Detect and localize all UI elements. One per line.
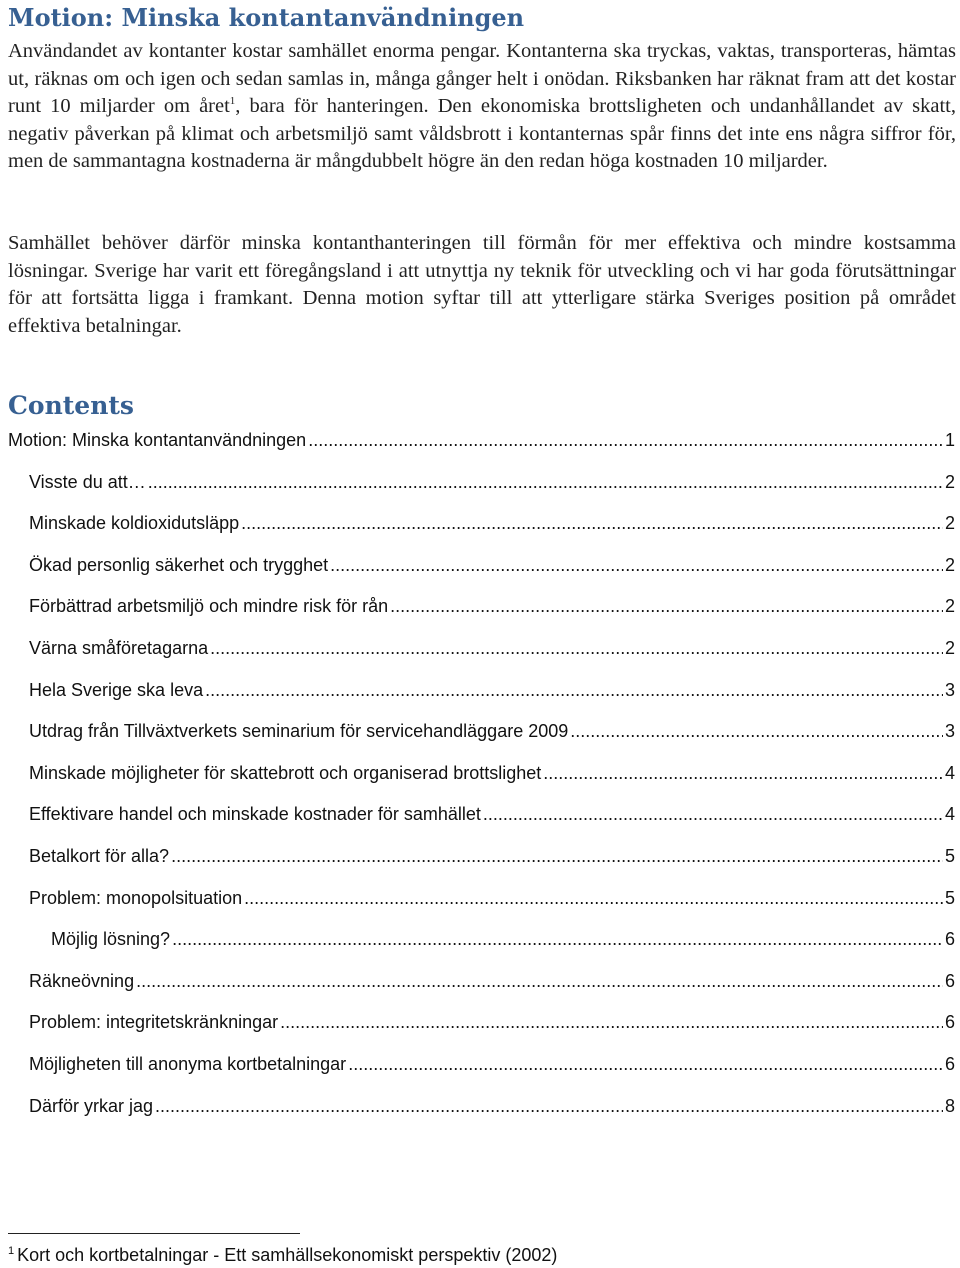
page-title: Motion: Minska kontantanvändningen (8, 3, 525, 32)
toc-dot-leader (155, 1093, 943, 1119)
toc-entry-title: Motion: Minska kontantanvändningen (8, 430, 307, 450)
toc-entry-title: Utdrag från Tillväxtverkets seminarium för servicehandläggare 2009 (29, 721, 569, 741)
contents-heading: Contents (8, 391, 135, 420)
toc-entry[interactable] (29, 801, 955, 827)
toc-entry-page: 4 (944, 804, 955, 824)
toc-entry-page: 6 (944, 971, 955, 991)
second-paragraph: Samhället behöver därför minska kontanthanteringen till förmån för mer effektiva och mindre kostsamma lösningar. Sverige har varit ett föregångsland i att utnyttja ny teknik för utveckling och vi har goda förutsättningar för att fortsätta ligga i framkant. Denna motion syftar till att ytterligare stärka Sveriges position på området effektiva betalningar. (8, 232, 956, 337)
footnote-number: 1 (8, 1245, 15, 1257)
toc-dot-leader (570, 718, 943, 744)
toc-dot-leader (244, 885, 943, 911)
toc-entry-page: 6 (944, 929, 955, 949)
intro-paragraph (8, 38, 956, 176)
toc-entry-page: 6 (944, 1054, 955, 1074)
footnote-separator (8, 1233, 300, 1234)
toc-entry-page: 2 (944, 638, 955, 658)
toc-entry[interactable] (29, 760, 955, 786)
toc-entry-page: 3 (944, 680, 955, 700)
toc-entry-title: Värna småföretagarna (29, 638, 209, 658)
toc-entry[interactable] (29, 593, 955, 619)
toc-entry-page: 3 (944, 721, 955, 741)
toc-entry-title: Hela Sverige ska leva (29, 680, 204, 700)
toc-entry-page: 6 (944, 1012, 955, 1032)
toc-entry[interactable] (29, 510, 955, 536)
toc-entry[interactable] (29, 718, 955, 744)
toc-entry[interactable] (29, 552, 955, 578)
toc-entry[interactable] (29, 635, 955, 661)
toc-entry-title: Problem: monopolsituation (29, 888, 243, 908)
toc-entry-page: 5 (944, 846, 955, 866)
toc-dot-leader (390, 593, 943, 619)
toc-dot-leader (280, 1009, 943, 1035)
footnote (8, 1242, 557, 1268)
toc-entry-page: 8 (944, 1096, 955, 1116)
toc-dot-leader (171, 843, 943, 869)
toc-entry-title: Därför yrkar jag (29, 1096, 154, 1116)
toc-entry-page: 2 (944, 513, 955, 533)
toc-entry-title: Möjligheten till anonyma kortbetalningar (29, 1054, 347, 1074)
toc-dot-leader (308, 427, 943, 453)
toc-entry-title: Räkneövning (29, 971, 135, 991)
toc-entry-title: Visste du att… (29, 472, 146, 492)
toc-entry[interactable] (8, 427, 955, 453)
toc-entry-title: Minskade koldioxidutsläpp (29, 513, 240, 533)
toc-entry-page: 1 (944, 430, 955, 450)
toc-entry[interactable] (29, 885, 955, 911)
toc-dot-leader (136, 968, 943, 994)
toc-entry[interactable] (29, 1051, 955, 1077)
toc-entry-title: Ökad personlig säkerhet och trygghet (29, 555, 329, 575)
toc-dot-leader (210, 635, 943, 661)
toc-dot-leader (148, 469, 943, 495)
toc-entry-page: 2 (944, 555, 955, 575)
toc-dot-leader (241, 510, 943, 536)
toc-entry[interactable] (29, 677, 955, 703)
toc-entry[interactable] (29, 469, 955, 495)
toc-dot-leader (205, 677, 943, 703)
toc-dot-leader (330, 552, 943, 578)
toc-entry-page: 5 (944, 888, 955, 908)
toc-entry-title: Minskade möjligheter för skattebrott och organiserad brottslighet (29, 763, 542, 783)
footnote-reference[interactable]: 1 (229, 95, 236, 108)
toc-entry-title: Förbättrad arbetsmiljö och mindre risk för rån (29, 596, 389, 616)
toc-entry-title: Möjlig lösning? (51, 929, 171, 949)
footnote-text: Kort och kortbetalningar - Ett samhällsekonomiskt perspektiv (2002) (17, 1245, 558, 1265)
toc-entry-page: 4 (944, 763, 955, 783)
toc-dot-leader (483, 801, 943, 827)
toc-entry[interactable] (51, 926, 955, 952)
toc-dot-leader (348, 1051, 943, 1077)
toc-dot-leader (543, 760, 943, 786)
intro-text-part1: Användandet av kontanter kostar samhället enorma pengar. Kontanterna ska tryckas, vaktas, transporteras, hämtas ut, räknas om och igen och sedan samlas in, många gånger helt i onödan. Riksbanken har räknat fram att det kostar runt 10 miljarder om året (8, 40, 956, 117)
toc-entry-title: Effektivare handel och minskade kostnader för samhället (29, 804, 481, 824)
toc-entry-title: Problem: integritetskränkningar (29, 1012, 279, 1032)
toc-entry[interactable] (29, 1093, 955, 1119)
intro-text-part2: , bara för hanteringen. Den ekonomiska brottsligheten och undanhållandet av skatt, negativ påverkan på klimat och arbetsmiljö samt våldsbrott i kontanternas spår finns det inte ens några siffror för, men de sammantagna kostnaderna är mångdubbelt högre än den redan höga kostnaden 10 miljarder. (8, 95, 956, 172)
toc-dot-leader (172, 926, 943, 952)
toc-entry[interactable] (29, 968, 955, 994)
toc-entry-page: 2 (944, 596, 955, 616)
toc-entry-title: Betalkort för alla? (29, 846, 170, 866)
toc-entry[interactable] (29, 1009, 955, 1035)
toc-entry[interactable] (29, 843, 955, 869)
toc-entry-page: 2 (944, 472, 955, 492)
